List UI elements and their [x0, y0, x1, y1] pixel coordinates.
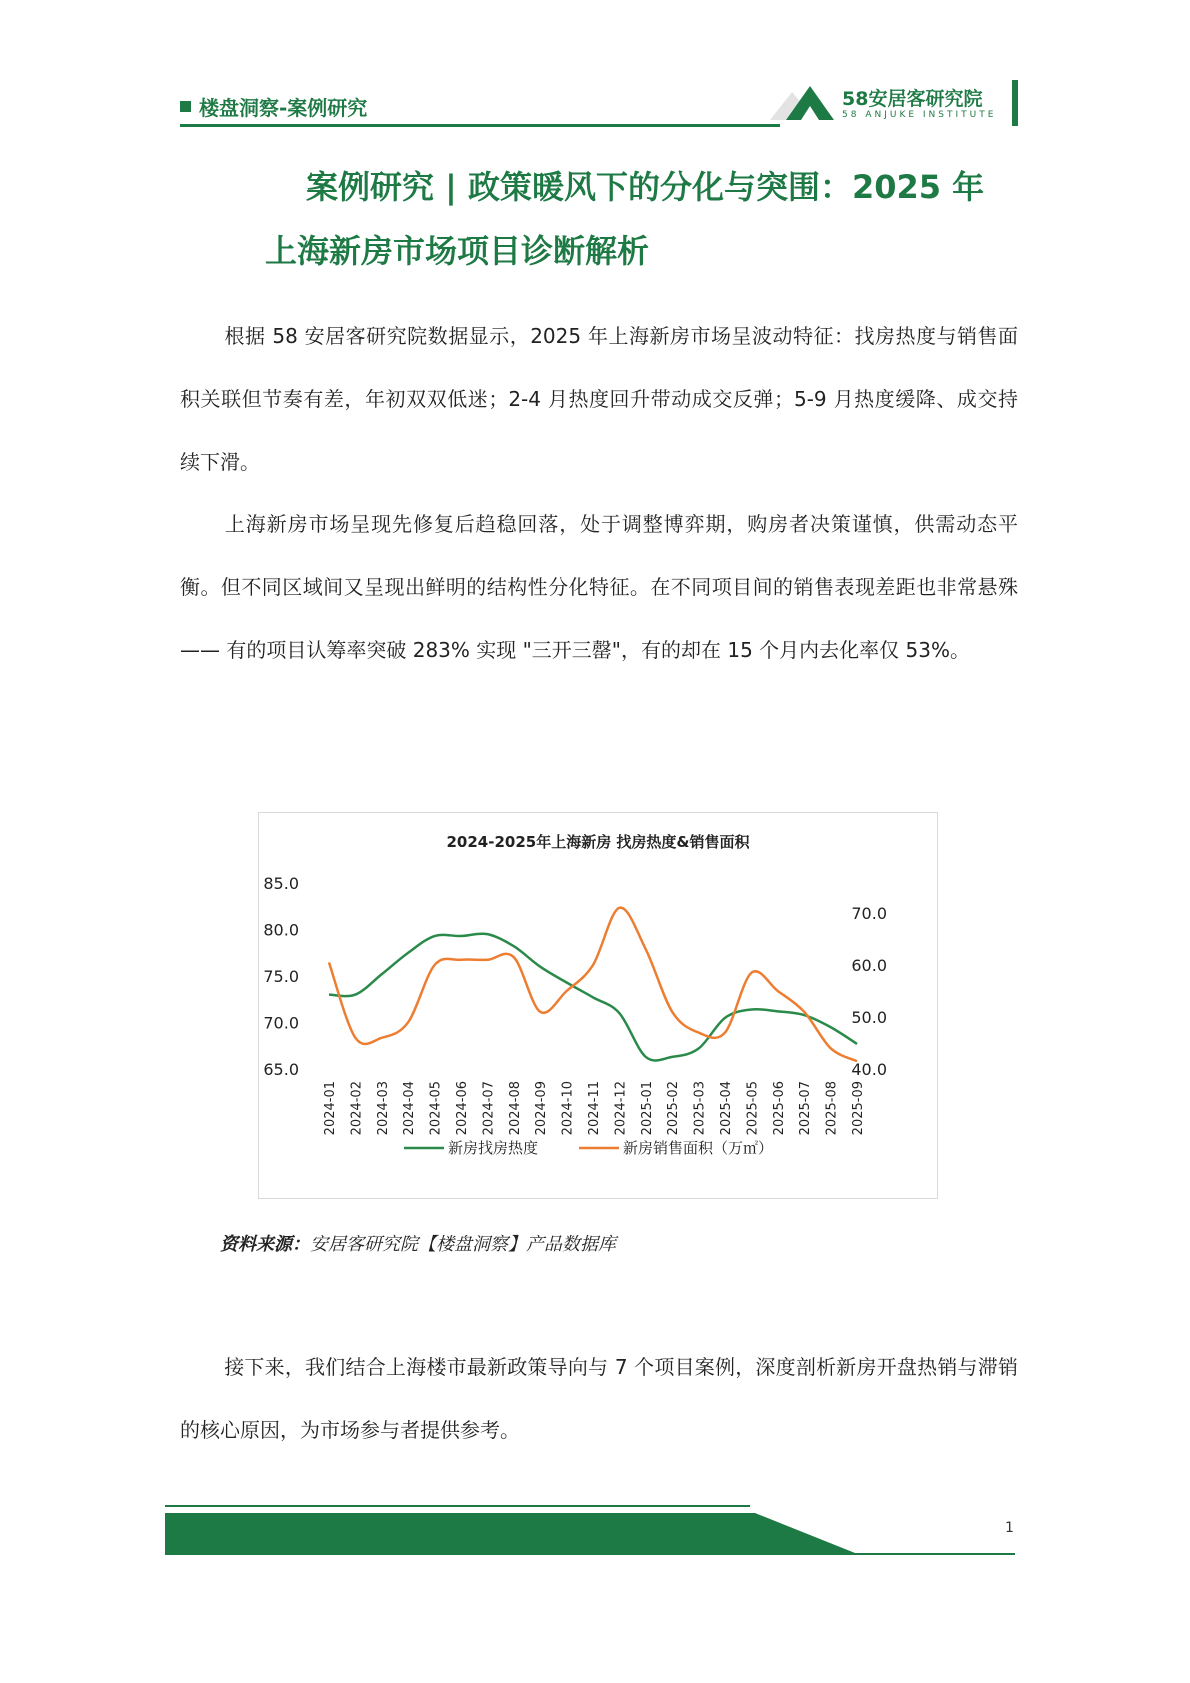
- x-tick-label: 2024-05: [428, 1081, 444, 1136]
- section-label: [180, 92, 367, 121]
- paragraph-2-text: 上海新房市场呈现先修复后趋稳回落，处于调整博弈期，购房者决策谨慎，供需动态平衡。但不同区域间又呈现出鲜明的结构性分化特征。在不同项目间的销售表现差距也非常悬殊 —— 有的项目认筹率突破 283% 实现 "三开三罄"，有的却在 15 个月内去化率仅 53%。: [180, 512, 1018, 662]
- x-tick-label: 2025-01: [639, 1081, 655, 1136]
- brand-mountain-icon: [770, 82, 840, 122]
- paragraph-3-text: 接下来，我们结合上海楼市最新政策导向与 7 个项目案例，深度剖析新房开盘热销与滞销的核心原因，为市场参与者提供参考。: [180, 1355, 1018, 1442]
- paragraph-1-text: 根据 58 安居客研究院数据显示，2025 年上海新房市场呈波动特征：找房热度与销售面积关联但节奏有差，年初双双低迷；2-4 月热度回升带动成交反弹；5-9 月热度缓降、成交持续下滑。: [180, 324, 1018, 474]
- x-tick-label: 2025-04: [719, 1081, 734, 1136]
- y-left-tick-label: 65.0: [263, 1060, 299, 1079]
- series-line-2: [329, 908, 857, 1062]
- data-source-note: [220, 1230, 616, 1256]
- x-tick-label: 2025-02: [666, 1081, 682, 1136]
- x-tick-label: 2024-03: [375, 1081, 391, 1136]
- x-tick-label: 2024-12: [613, 1081, 629, 1136]
- footer-band: [165, 1513, 1015, 1553]
- y-right-tick-label: 70.0: [851, 904, 887, 923]
- x-tick-label: 2025-05: [745, 1081, 761, 1136]
- y-left-tick-label: 75.0: [263, 967, 299, 986]
- legend-label-2: 新房销售面积（万㎡）: [623, 1139, 774, 1157]
- y-right-tick-label: 40.0: [851, 1060, 887, 1079]
- series-line-1: [329, 934, 857, 1061]
- page-number: 1: [1005, 1520, 1014, 1536]
- brand-logo: [770, 82, 1010, 130]
- page-title-line1: 案例研究 | 政策暖风下的分化与突围：2025 年: [306, 168, 985, 206]
- paragraph-1: [180, 305, 1018, 494]
- chart-container: [258, 812, 938, 1199]
- square-bullet-icon: [180, 101, 191, 112]
- x-tick-label: 2024-07: [481, 1081, 497, 1136]
- legend-label-1: 新房找房热度: [448, 1139, 539, 1157]
- x-tick-label: 2025-09: [851, 1081, 866, 1136]
- x-tick-label: 2024-10: [560, 1081, 576, 1136]
- x-tick-label: 2025-06: [771, 1081, 787, 1136]
- source-label: 资料来源：: [220, 1234, 310, 1255]
- x-tick-label: 2024-01: [323, 1081, 338, 1136]
- y-left-tick-label: 70.0: [263, 1013, 299, 1033]
- x-tick-label: 2025-03: [692, 1081, 708, 1136]
- x-tick-label: 2024-02: [349, 1081, 365, 1136]
- source-text: 安居客研究院【楼盘洞察】产品数据库: [310, 1234, 616, 1255]
- page-title-line2: 上海新房市场项目诊断解析: [265, 232, 650, 270]
- y-right-tick-label: 50.0: [851, 1008, 887, 1027]
- header-divider: [180, 124, 780, 127]
- chart-title: 2024-2025年上海新房 找房热度&销售面积: [446, 833, 750, 851]
- paragraph-2: [180, 493, 1018, 682]
- footer-line-bottom: [165, 1553, 1015, 1555]
- footer-line-top: [165, 1505, 750, 1507]
- y-right-tick-label: 60.0: [851, 956, 887, 975]
- x-tick-label: 2024-04: [402, 1081, 418, 1136]
- section-label-text: 楼盘洞察-案例研究: [199, 96, 368, 120]
- line-chart: [259, 813, 937, 1198]
- x-tick-label: 2024-06: [455, 1081, 470, 1136]
- logo-accent-bar: [1012, 80, 1018, 126]
- x-tick-label: 2025-08: [824, 1081, 840, 1136]
- x-tick-label: 2024-08: [507, 1081, 523, 1136]
- y-left-tick-label: 85.0: [263, 874, 299, 893]
- brand-name-en: 58 ANJUKE INSTITUTE: [842, 110, 997, 120]
- y-left-tick-label: 80.0: [263, 920, 299, 940]
- x-tick-label: 2024-09: [534, 1081, 550, 1136]
- x-tick-label: 2024-11: [587, 1081, 602, 1136]
- x-tick-label: 2025-07: [798, 1081, 814, 1136]
- brand-name: 58安居客研究院: [842, 88, 983, 110]
- paragraph-3: [180, 1336, 1018, 1462]
